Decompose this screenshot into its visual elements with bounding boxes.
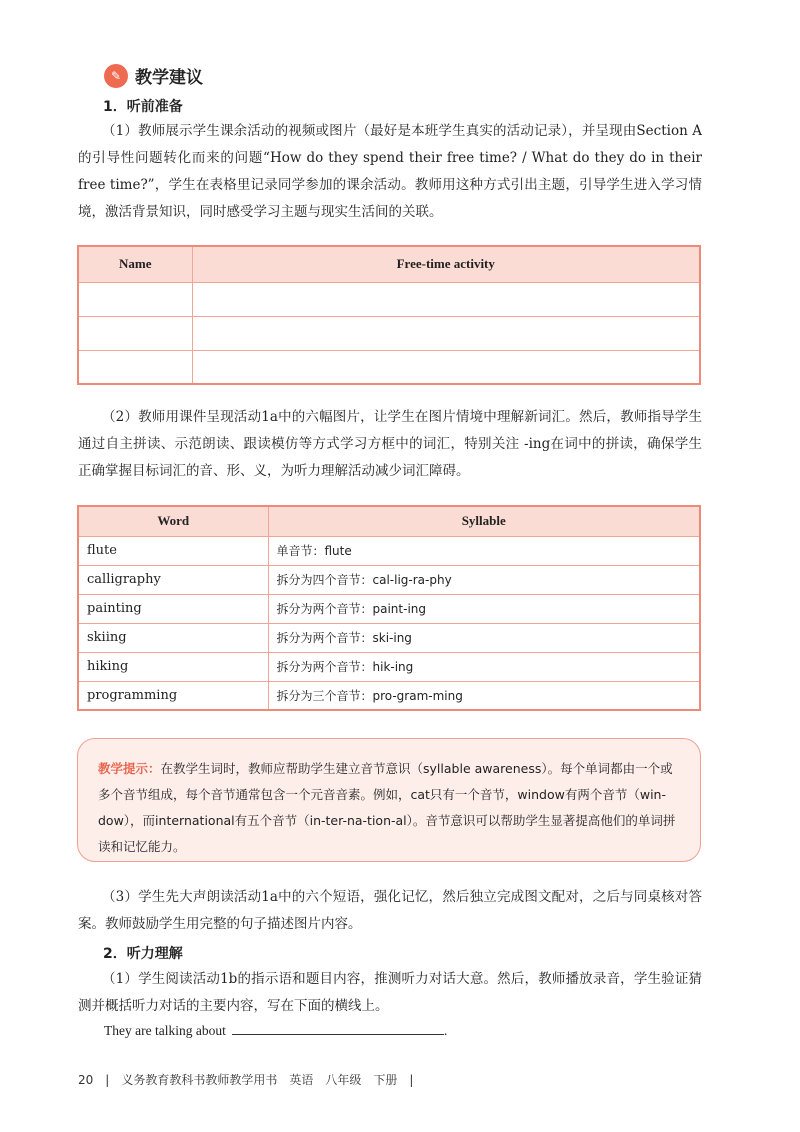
table-cell[interactable] <box>192 282 700 316</box>
fill-in-line: They are talking about . <box>104 1023 448 1038</box>
syllable-cell: 拆分为三个音节：pro-gram-ming <box>268 681 700 710</box>
footer: 20 | 义务教育教科书教师教学用书 英语 八年级 下册 | <box>78 1073 414 1087</box>
paragraph-1: （1）教师展示学生课余活动的视频或图片（最好是本班学生真实的活动记录），并呈现由Section A的引导性问题转化而来的问题“How do they spend their free time? / What do they do in their free time?”，学生在表格里记录同学参加的课余活动。教师用这种方式引出主题，引导学生进入学习情境，激活背景知识，同时感受学习主题与现实生活间的关联。 <box>78 123 702 220</box>
word-cell: programming <box>78 681 268 710</box>
header-activity: Free-time activity <box>192 246 700 282</box>
free-time-table <box>77 245 701 385</box>
syllable-cell: 单音节：flute <box>268 536 700 565</box>
header-syllable: Syllable <box>268 506 700 536</box>
table-row <box>78 536 700 565</box>
paragraph-4: （1）学生阅读活动1b的指示语和题目内容，推测听力对话大意。然后，教师播放录音，学生验证猜测并概括听力对话的主要内容，写在下面的横线上。 <box>78 971 702 1014</box>
tip-label: 教学提示： <box>98 761 161 776</box>
word-cell: calligraphy <box>78 565 268 594</box>
table-cell[interactable] <box>192 350 700 384</box>
word-cell: painting <box>78 594 268 623</box>
table-row <box>78 681 700 710</box>
table-row <box>78 565 700 594</box>
paragraph-3: （3）学生先大声朗读活动1a中的六个短语，强化记忆，然后独立完成图文配对，之后与同桌核对答案。教师鼓励学生用完整的句子描述图片内容。 <box>78 889 702 932</box>
section-icon: ✎ <box>104 64 128 88</box>
tip-text: 在教学生词时，教师应帮助学生建立音节意识（syllable awareness）。每个单词都由一个或多个音节组成，每个音节通常包含一个元音音素。例如，cat只有一个音节，window有两个音节（win-dow），而international有五个音节（in-ter-na-tion-al）。音节意识可以帮助学生显著提高他们的单词拼读和记忆能力。 <box>98 761 676 854</box>
fill-prompt: They are talking about <box>104 1023 226 1038</box>
header-name: Name <box>78 246 192 282</box>
syllable-cell: 拆分为两个音节：paint-ing <box>268 594 700 623</box>
word-cell: hiking <box>78 652 268 681</box>
heading-1: 1．听前准备 <box>103 99 183 115</box>
book-title: 义务教育教科书教师教学用书 英语 八年级 下册 <box>121 1073 398 1087</box>
blank-line[interactable] <box>232 1021 444 1035</box>
word-cell: skiing <box>78 623 268 652</box>
table-row <box>78 594 700 623</box>
paragraph-2: （2）教师用课件呈现活动1a中的六幅图片，让学生在图片情境中理解新词汇。然后，教师指导学生通过自主拼读、示范朗读、跟读模仿等方式学习方框中的词汇，特别关注 -ing在词中的拼读，确保学生正确掌握目标词汇的音、形、义，为听力理解活动减少词汇障碍。 <box>78 409 702 479</box>
header-word: Word <box>78 506 268 536</box>
teaching-tip-box <box>77 738 701 862</box>
syllable-cell: 拆分为两个音节：ski-ing <box>268 623 700 652</box>
table-cell[interactable] <box>78 316 192 350</box>
table-cell[interactable] <box>78 282 192 316</box>
table-row <box>78 623 700 652</box>
heading-2: 2．听力理解 <box>103 946 183 962</box>
table-cell[interactable] <box>78 350 192 384</box>
word-cell: flute <box>78 536 268 565</box>
section-title: 教学建议 <box>135 68 203 88</box>
syllable-table <box>77 505 701 711</box>
table-cell[interactable] <box>192 316 700 350</box>
syllable-cell: 拆分为两个音节：hik-ing <box>268 652 700 681</box>
page-number: 20 <box>78 1073 94 1087</box>
table-row <box>78 652 700 681</box>
syllable-cell: 拆分为四个音节：cal-lig-ra-phy <box>268 565 700 594</box>
